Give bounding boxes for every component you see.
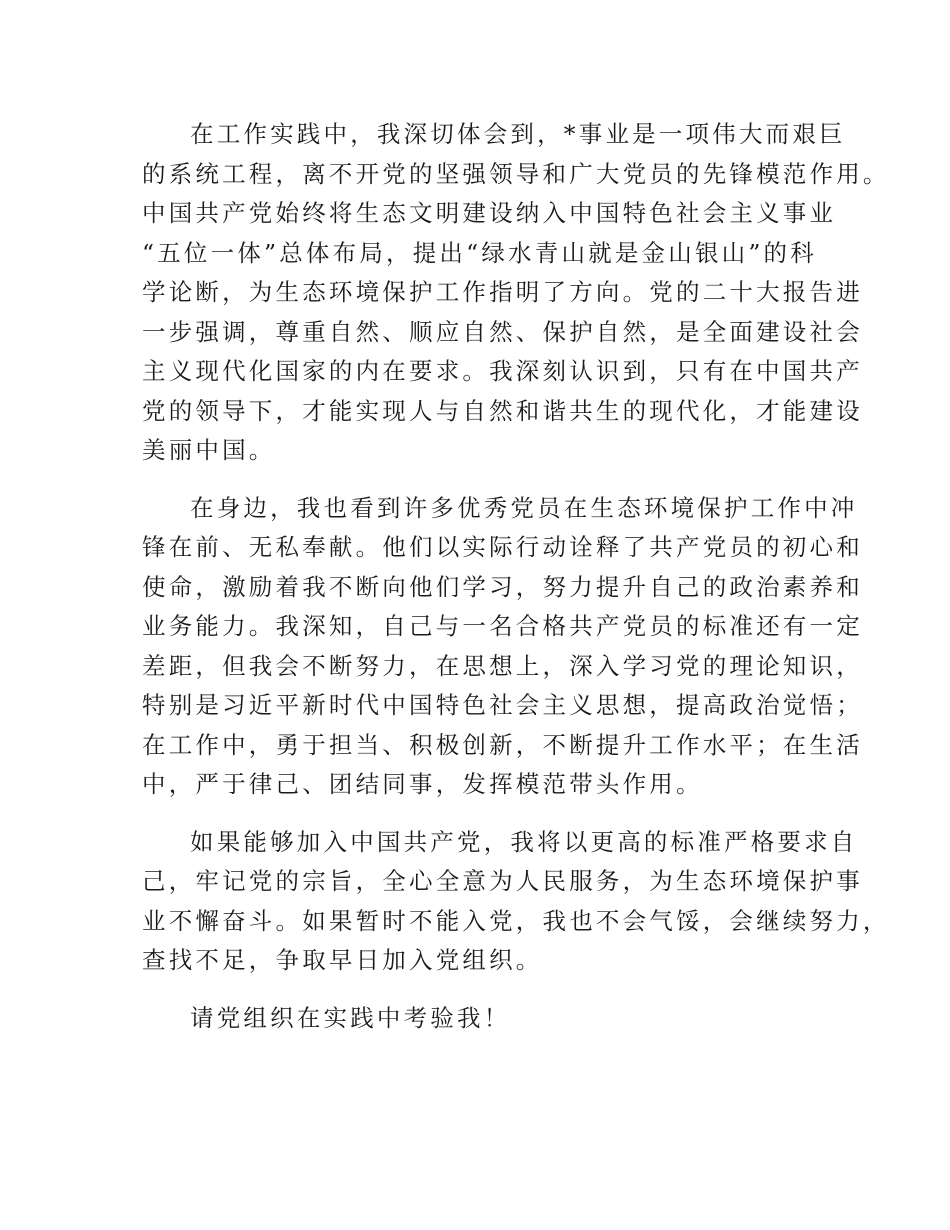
text-line: 业不懈奋斗。如果暂时不能入党，我也不会气馁，会继续努力，: [142, 906, 890, 935]
text-line: 一步强调，尊重自然、顺应自然、保护自然，是全面建设社会: [142, 317, 863, 346]
text-line: 特别是习近平新时代中国特色社会主义思想，提高政治觉悟；: [142, 691, 863, 719]
text-line: 主义现代化国家的内在要求。我深刻认识到，只有在中国共产: [142, 357, 863, 385]
text-line: 在身边，我也看到许多优秀党员在生态环境保护工作中冲: [190, 493, 858, 522]
document-body: [142, 115, 890, 1038]
text-line: 中，严于律己、团结同事，发挥模范带头作用。: [142, 770, 703, 798]
text-line: 业务能力。我深知，自己与一名合格共产党员的标准还有一定: [142, 612, 863, 640]
text-line: 差距，但我会不断努力，在思想上，深入学习党的理论知识，: [142, 651, 863, 680]
text-line: 学论断，为生态环境保护工作指明了方向。党的二十大报告进: [142, 278, 863, 306]
text-line: 在工作中，勇于担当、积极创新，不断提升工作水平；在生活: [142, 730, 863, 759]
text-line: 的系统工程，离不开党的坚强领导和广大党员的先锋模范作用。: [142, 159, 890, 188]
text-line: 中国共产党始终将生态文明建设纳入中国特色社会主义事业: [142, 199, 837, 227]
text-line: 查找不足，争取早日加入党组织。: [142, 946, 543, 974]
text-line: 如果能够加入中国共产党，我将以更高的标准严格要求自: [190, 827, 858, 856]
text-line: 锋在前、无私奉献。他们以实际行动诠释了共产党员的初心和: [142, 533, 863, 561]
text-line: 在工作实践中，我深切体会到，*事业是一项伟大而艰巨: [190, 120, 846, 148]
text-line: 请党组织在实践中考验我！: [190, 1003, 511, 1032]
text-line: 美丽中国。: [142, 436, 276, 464]
paragraph-3: [142, 823, 890, 981]
text-line: 己，牢记党的宗旨，全心全意为人民服务，为生态环境保护事: [142, 867, 863, 895]
text-line: 党的领导下，才能实现人与自然和谐共生的现代化，才能建设: [142, 396, 863, 425]
text-line: “五位一体”总体布局，提出“绿水青山就是金山银山”的科: [142, 238, 817, 267]
paragraph-4: [142, 999, 822, 1039]
text-line: 使命，激励着我不断向他们学习，努力提升自己的政治素养和: [142, 572, 863, 601]
paragraph-2: [142, 489, 863, 805]
paragraph-1: [142, 115, 890, 471]
